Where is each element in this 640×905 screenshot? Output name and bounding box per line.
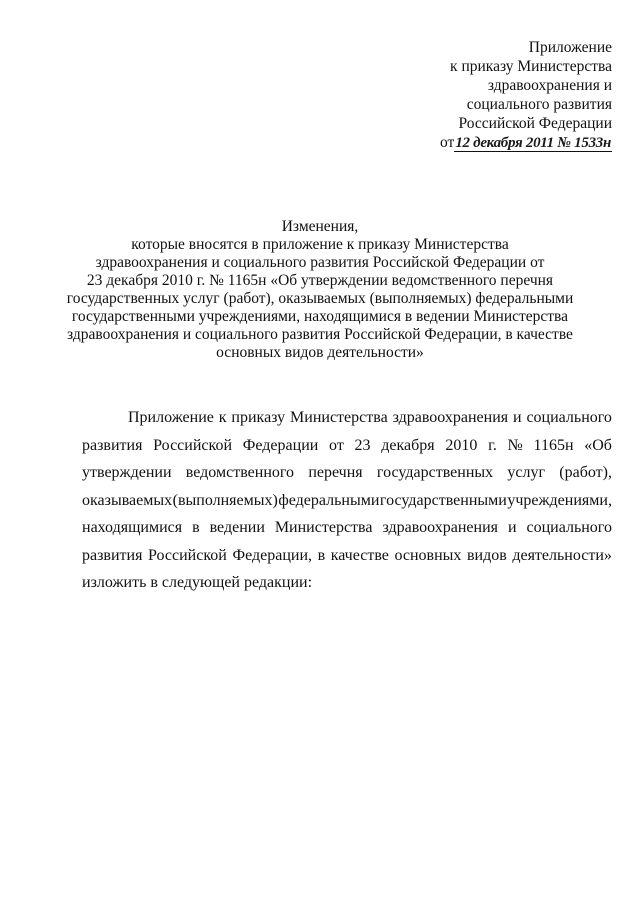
- word: развития: [82, 436, 143, 454]
- heading-line: государственными учреждениями, находящимися в ведении Министерства: [71, 308, 569, 325]
- word: от: [329, 436, 344, 454]
- handwritten-date-number: 12 декабря 2011 № 1533н: [455, 135, 611, 151]
- word: здравоохранения: [382, 519, 499, 536]
- body-line-last: изложить в следующей редакции:: [82, 574, 313, 591]
- annex-block: [352, 38, 612, 152]
- annex-line: здравоохранения и: [487, 77, 612, 94]
- word: здравоохранения: [392, 409, 509, 426]
- word: в: [192, 519, 200, 536]
- heading-line: здравоохранения и социального развития Российской Федерации от: [95, 254, 545, 271]
- word: Федерации: [242, 436, 319, 454]
- word: (выполняемых): [172, 491, 278, 509]
- word: федеральными: [278, 491, 380, 509]
- word: социального: [526, 409, 612, 426]
- word: приказу: [231, 409, 286, 426]
- annex-line: социального развития: [466, 96, 612, 113]
- word: 2010: [445, 436, 478, 454]
- word: государственных: [376, 464, 494, 481]
- word: государственными: [379, 491, 507, 509]
- word: Федерации,: [232, 546, 312, 564]
- word: находящимися: [82, 519, 183, 536]
- word: социального: [526, 519, 612, 536]
- body-paragraph: [82, 404, 612, 597]
- heading-line: которые вносятся в приложение к приказу Министерства: [131, 236, 509, 253]
- word: оказываемых: [82, 491, 173, 509]
- heading-line: 23 декабря 2010 г. № 1165н «Об утверждении ведомственного перечня: [86, 272, 554, 289]
- body-line: [82, 459, 612, 487]
- word: и: [507, 519, 517, 536]
- word: в: [317, 546, 326, 564]
- document-heading: [60, 218, 580, 362]
- heading-line: Изменения,: [281, 218, 359, 235]
- word: услуг: [507, 464, 546, 481]
- word: 23: [354, 436, 371, 454]
- word: Российской: [148, 546, 227, 564]
- word: качестве: [330, 546, 389, 564]
- body-line: [82, 514, 612, 542]
- word: декабря: [381, 436, 435, 454]
- body-line: [82, 487, 612, 515]
- heading-line: основных видов деятельности»: [216, 344, 424, 361]
- word: «Об: [584, 436, 612, 454]
- heading-line: государственных услуг (работ), оказываемых (выполняемых) федеральными: [66, 290, 574, 307]
- word: перечня: [308, 464, 363, 481]
- annex-line: Приложение: [528, 39, 612, 56]
- word: основных: [394, 546, 462, 564]
- word: видов: [466, 546, 507, 564]
- annex-line: Российской Федерации: [458, 115, 612, 132]
- word: учреждениями,: [507, 491, 612, 509]
- word: №: [507, 436, 523, 454]
- word: к: [218, 409, 227, 426]
- body-line: [82, 542, 612, 570]
- word: 1165н: [533, 436, 574, 454]
- body-line: [82, 404, 612, 432]
- word: ведении: [209, 519, 265, 536]
- word: ведомственного: [185, 464, 295, 481]
- body-line: [82, 432, 612, 460]
- annex-date-line: [352, 133, 612, 152]
- annex-line: к приказу Министерства: [450, 58, 612, 75]
- word: Министерства: [274, 519, 373, 536]
- word: Российской: [153, 436, 233, 454]
- word: г.: [488, 436, 497, 454]
- annex-date-prefix: от: [440, 134, 455, 151]
- word: (работ),: [559, 464, 612, 481]
- word: Министерства: [290, 409, 388, 426]
- heading-line: здравоохранения и социального развития Российской Федерации, в качестве: [67, 326, 573, 343]
- word: и: [513, 409, 522, 426]
- word: развития: [82, 546, 143, 564]
- word: утверждении: [82, 464, 172, 481]
- word: деятельности»: [512, 546, 612, 564]
- word: Приложение: [128, 409, 214, 426]
